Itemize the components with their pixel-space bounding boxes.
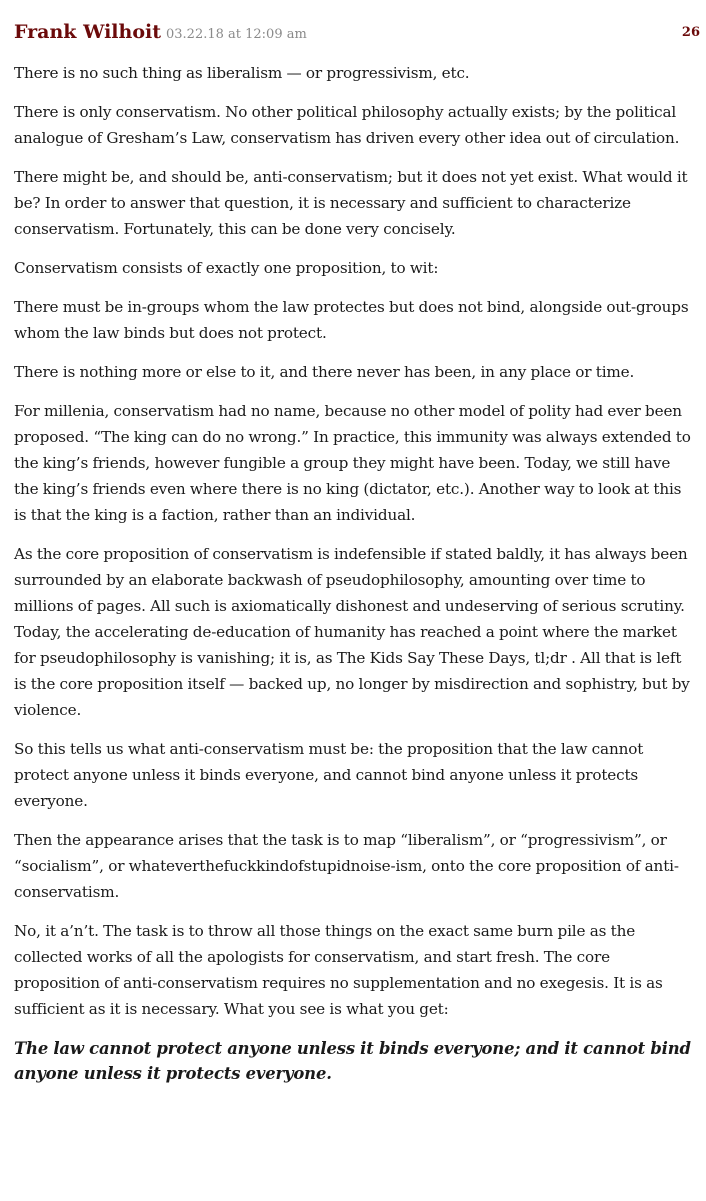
paragraph-10: Then the appearance arises that the task is to map “liberalism”, or “progressivism”, or “socialism”, or whateverthefuckkindofstupidnoise-ism, onto the core proposition of anti-conservatism. — [14, 831, 679, 901]
comment-body — [14, 60, 692, 1086]
paragraph-9: So this tells us what anti-conservatism must be: the proposition that the law cannot protect anyone unless it binds everyone, and cannot bind anyone unless it protects everyone. — [14, 740, 644, 810]
comment-author[interactable]: Frank Wilhoit — [14, 21, 161, 43]
paragraph-8: As the core proposition of conservatism is indefensible if stated baldly, it has always been surrounded by an elaborate backwash of pseudophilosophy, amounting over time to millions of pages. All such is axiomatically dishonest and undeserving of serious scrutiny. Today, the accelerating de-education of humanity has reached a point where the market for pseudophilosophy is vanishing; it is, as The Kids Say These Days, tl;dr . All that is left is the core proposition itself — backed up, no longer by misdirection and sophistry, but by violence. — [14, 545, 690, 719]
paragraph-4: Conservatism consists of exactly one proposition, to wit: — [14, 259, 439, 277]
paragraph-1: There is no such thing as liberalism — or progressivism, etc. — [14, 64, 470, 82]
comment-timestamp[interactable]: 03.22.18 at 12:09 am — [166, 27, 307, 42]
comment-header — [14, 0, 700, 48]
paragraph-6: There is nothing more or else to it, and there never has been, in any place or time. — [14, 363, 635, 381]
comment-number[interactable]: 26 — [681, 25, 700, 40]
paragraph-2: There is only conservatism. No other political philosophy actually exists; by the political analogue of Gresham’s Law, conservatism has driven every other idea out of circulation. — [14, 103, 680, 147]
conclusion-paragraph: The law cannot protect anyone unless it binds everyone; and it cannot bind anyone unless it protects everyone. — [14, 1039, 691, 1083]
paragraph-11: No, it a’n’t. The task is to throw all those things on the exact same burn pile as the collected works of all the apologists for conservatism, and start fresh. The core proposition of anti-conservatism requires no supplementation and no exegesis. It is as sufficient as it is necessary. What you see is what you get: — [14, 922, 663, 1018]
paragraph-7: For millenia, conservatism had no name, because no other model of polity had ever been proposed. “The king can do no wrong.” In practice, this immunity was always extended to the king’s friends, however fungible a group they might have been. Today, we still have the king’s friends even where there is no king (dictator, etc.). Another way to look at this is that the king is a faction, rather than an individual. — [14, 402, 691, 524]
paragraph-3: There might be, and should be, anti-conservatism; but it does not yet exist. What would it be? In order to answer that question, it is necessary and sufficient to characterize conservatism. Fortunately, this can be done very concisely. — [14, 168, 688, 238]
paragraph-5: There must be in-groups whom the law protectes but does not bind, alongside out-groups whom the law binds but does not protect. — [14, 298, 689, 342]
